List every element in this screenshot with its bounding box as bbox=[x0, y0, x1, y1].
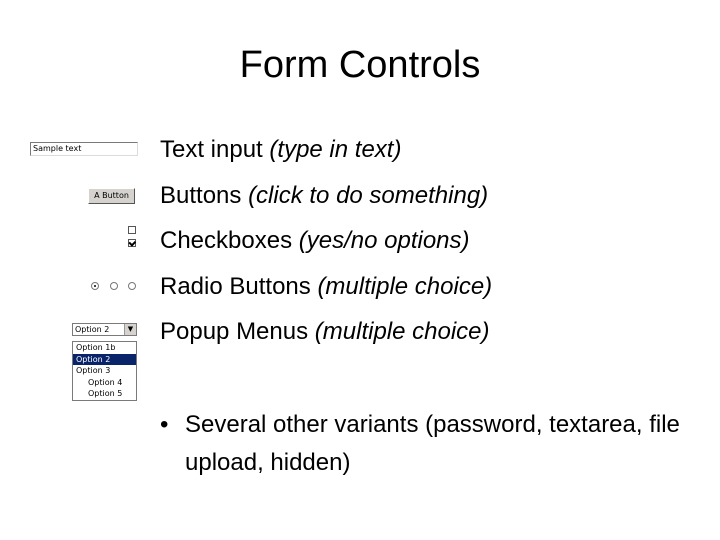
item-label: Checkboxes bbox=[160, 227, 299, 254]
item-label: Buttons bbox=[160, 182, 249, 209]
item-note: (yes/no options) bbox=[298, 227, 470, 254]
sample-checkbox-checked[interactable] bbox=[128, 239, 136, 247]
item-radio-buttons bbox=[160, 273, 492, 301]
bullet-icon: • bbox=[160, 411, 169, 438]
sample-text-input[interactable]: Sample text bbox=[30, 142, 138, 156]
bullet-text: Several other variants (password, textarea, file upload, hidden) bbox=[185, 411, 680, 476]
sample-radio-selected[interactable] bbox=[91, 282, 99, 290]
sample-checkbox-unchecked[interactable] bbox=[128, 226, 136, 234]
item-note: (type in text) bbox=[269, 136, 402, 163]
sample-button[interactable]: A Button bbox=[88, 188, 135, 204]
item-label: Popup Menus bbox=[160, 318, 315, 345]
sample-listbox[interactable] bbox=[72, 341, 137, 401]
item-label: Text input bbox=[160, 136, 270, 163]
popup-selected-label: Option 2 bbox=[75, 325, 110, 334]
sample-radio-2[interactable] bbox=[110, 282, 118, 290]
slide-title: Form Controls bbox=[239, 44, 481, 86]
list-option[interactable]: Option 1b bbox=[76, 343, 116, 352]
sample-radio-3[interactable] bbox=[128, 282, 136, 290]
sample-popup-menu[interactable] bbox=[72, 323, 137, 336]
item-note: (multiple choice) bbox=[314, 318, 490, 345]
item-buttons bbox=[160, 182, 488, 210]
list-option[interactable]: Option 4 bbox=[88, 377, 123, 387]
list-option-selected[interactable]: Option 2 bbox=[73, 354, 136, 366]
list-option[interactable]: Option 3 bbox=[76, 366, 111, 375]
chevron-down-icon: ▼ bbox=[124, 324, 136, 335]
item-checkboxes bbox=[160, 227, 470, 255]
item-note: (click to do something) bbox=[248, 182, 489, 209]
item-popup-menus bbox=[160, 318, 490, 346]
item-text-input bbox=[160, 136, 401, 164]
list-option[interactable]: Option 5 bbox=[88, 389, 123, 398]
item-note: (multiple choice) bbox=[317, 273, 493, 300]
item-label: Radio Buttons bbox=[160, 273, 318, 300]
